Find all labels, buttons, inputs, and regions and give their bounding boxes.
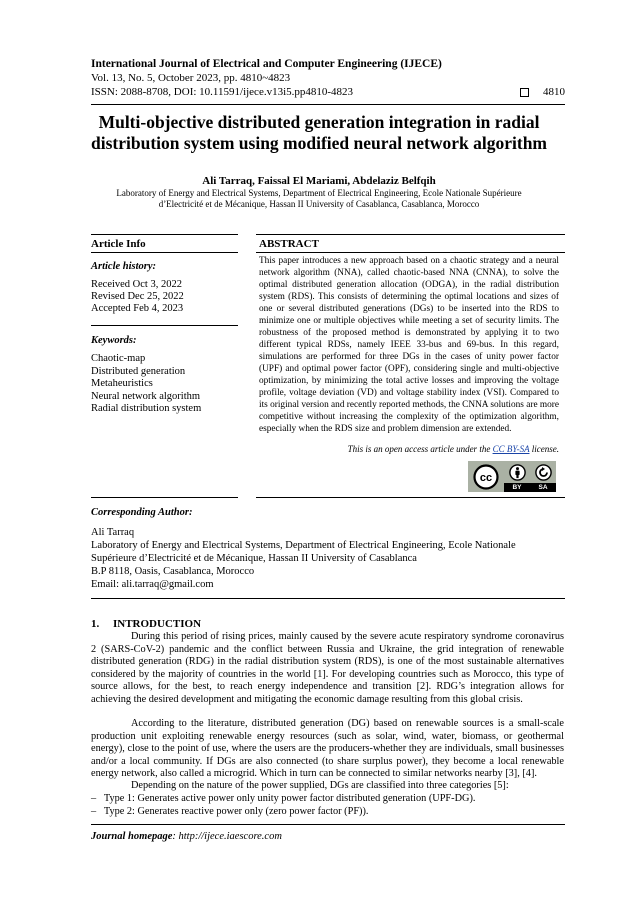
paragraph-text: According to the literature, distributed generation (DG) based on renewable sources is a small-scale production unit exploiting renewable energy resources (such as solar, wind, water, biomass, or geothermal energy), close to the point of use, where the users are the producers-whether they are individuals, small businesses and/or a local community. If DGs are also connected (to share surplus power), they become a local renewable energy network, also called a microgrid. Which in turn can be connected to similar networks nearby [3], [4]. — [91, 718, 564, 779]
affiliation: Laboratory of Energy and Electrical Systems, Department of Electrical Engineering, Ecole Nationale Supérieure d’Electricité et de Mécanique, Hassan II University of Casablanca, Casablanca, Morocco — [116, 188, 522, 209]
abstract-top-rule — [256, 234, 565, 235]
issn-doi: ISSN: 2088-8708, DOI: 10.11591/ijece.v13i5.pp4810-4823 — [91, 86, 354, 98]
author-email: Email: ali.tarraq@gmail.com — [91, 579, 214, 590]
cc-by-sa-badge[interactable] — [468, 461, 556, 492]
received-date: Received Oct 3, 2022 — [91, 279, 182, 290]
header-rule — [91, 104, 565, 105]
journal-homepage[interactable] — [91, 831, 282, 842]
bullet-item — [91, 793, 564, 806]
license-statement — [259, 444, 559, 454]
homepage-url: : http://ijece.iaescore.com — [172, 831, 282, 842]
dash-icon: – — [91, 793, 104, 804]
volume-info: Vol. 13, No. 5, October 2023, pp. 4810~4823 — [91, 72, 291, 84]
address-line: Laboratory of Energy and Electrical Systems, Department of Electrical Engineering, Ecole Nationale — [91, 540, 516, 551]
article-info-heading-rule — [91, 252, 238, 253]
keywords-top-rule — [91, 325, 238, 326]
attribution-person-icon — [509, 464, 526, 481]
revised-date: Revised Dec 25, 2022 — [91, 291, 184, 302]
author-name: Ali Tarraq — [91, 527, 135, 538]
cc-logo-text: cc — [479, 471, 493, 484]
keyword-item: Neural network algorithm — [91, 390, 201, 402]
paragraph-text: Depending on the nature of the power supplied, DGs are classified into three categories [5]: — [131, 780, 509, 791]
bullet-text: Type 1: Generates active power only unity power factor distributed generation (UPF-DG). — [103, 793, 476, 804]
abstract-text: This paper introduces a new approach based on a chaotic strategy and a neural network algorithm (NNA), called chaotic-based NNA (CNNA), to solve the optimal distributed generation allocation (ODGA), in the radial distribution system (RDS). This consists of determining the optimal locations and sizes of one or several distributed generations (DGs) to be inserted into the RDS to minimize one or multiple objectives while meeting a set of security limits. The robustness of the proposed method is demonstrated by applying it to two different typical RDSs, namely IEEE 33-bus and 69-bus. In this regard, simulations are performed for three DGs in the cases of unity power factor (UPF) and optimal power factor (OPF), considering single and multi-objective optimization, by minimizing the total active losses and improving the voltage profile, voltage deviation (VD) and voltage stability index (VSI). Compared to its original version and recently reported methods, the CNNA solutions are more competitive without increasing the complexity of the optimization algorithm, especially when the RDS size and problem dimension are extended. — [259, 256, 560, 434]
accepted-date: Accepted Feb 4, 2023 — [91, 303, 184, 314]
introduction-heading: 1. INTRODUCTION — [91, 618, 202, 630]
license-link[interactable]: CC BY-SA — [492, 444, 530, 454]
cc-logo-icon — [468, 461, 504, 492]
square-icon — [520, 88, 529, 97]
page-number: 4810 — [543, 86, 565, 98]
sa-label: SA — [538, 484, 548, 491]
dash-icon: – — [91, 806, 104, 817]
abstract-heading-rule — [256, 252, 565, 253]
corresponding-bottom-rule — [91, 598, 565, 599]
share-alike-icon — [535, 464, 552, 481]
paper-title — [80, 112, 558, 154]
title-line-2: distribution system using modified neural network algorithm — [91, 133, 547, 153]
keywords-heading: Keywords: — [91, 335, 137, 346]
abstract-bottom-rule — [256, 497, 565, 498]
footer-rule — [91, 824, 565, 825]
article-info-top-rule — [91, 234, 238, 235]
corresponding-author-heading: Corresponding Author: — [91, 507, 193, 518]
intro-paragraph-2 — [91, 718, 564, 781]
address-line: Supérieure d’Electricité et de Mécanique, Hassan II University of Casablanca — [91, 553, 417, 564]
article-history-heading: Article history: — [91, 261, 157, 272]
journal-name: International Journal of Electrical and Computer Engineering (IJECE) — [91, 58, 442, 70]
keywords-list — [91, 353, 201, 416]
license-suffix: license. — [529, 444, 559, 454]
license-prefix: This is an open access article under the — [347, 444, 493, 454]
keyword-item: Radial distribution system — [91, 403, 202, 414]
corresponding-author-block — [91, 526, 565, 591]
address-line: B.P 8118, Oasis, Casablanca, Morocco — [91, 566, 255, 577]
bullet-text: Type 2: Generates reactive power only (zero power factor (PF)). — [103, 806, 369, 817]
bullet-item — [91, 806, 564, 819]
keyword-item: Distributed generation — [91, 365, 186, 377]
homepage-label: Journal homepage — [91, 831, 173, 842]
paragraph-text: During this period of rising prices, mainly caused by the severe acute respiratory syndrome coronavirus 2 (SARS-CoV-2) pandemic and the conflict between Russia and Ukraine, the grid integration of renewable distributed generation (RDG) in the radial distribution system (RDS), is one of the most sustainable alternatives considered by the majority of countries in the world [1]. For developing countries such as Morocco, this type of source allows, for the best, to reach energy independence and transition [2]. RDG’s integration allows for achieving the desired development and mitigating the economic damage resulting from this global crisis. — [91, 631, 564, 705]
intro-paragraph-3 — [91, 780, 564, 793]
by-label: BY — [512, 484, 522, 491]
keyword-item: Chaotic-map — [91, 353, 146, 364]
intro-paragraph-1 — [91, 631, 564, 706]
page-number-block — [520, 86, 565, 98]
article-info-heading: Article Info — [91, 238, 146, 250]
title-line-1: Multi-objective distributed generation integration in radial — [98, 112, 540, 132]
keyword-item: Metaheuristics — [91, 378, 153, 389]
abstract-heading: ABSTRACT — [259, 238, 319, 250]
article-info-bottom-rule — [91, 497, 238, 498]
authors: Ali Tarraq, Faissal El Mariami, Abdelaziz Belfqih — [202, 175, 436, 187]
